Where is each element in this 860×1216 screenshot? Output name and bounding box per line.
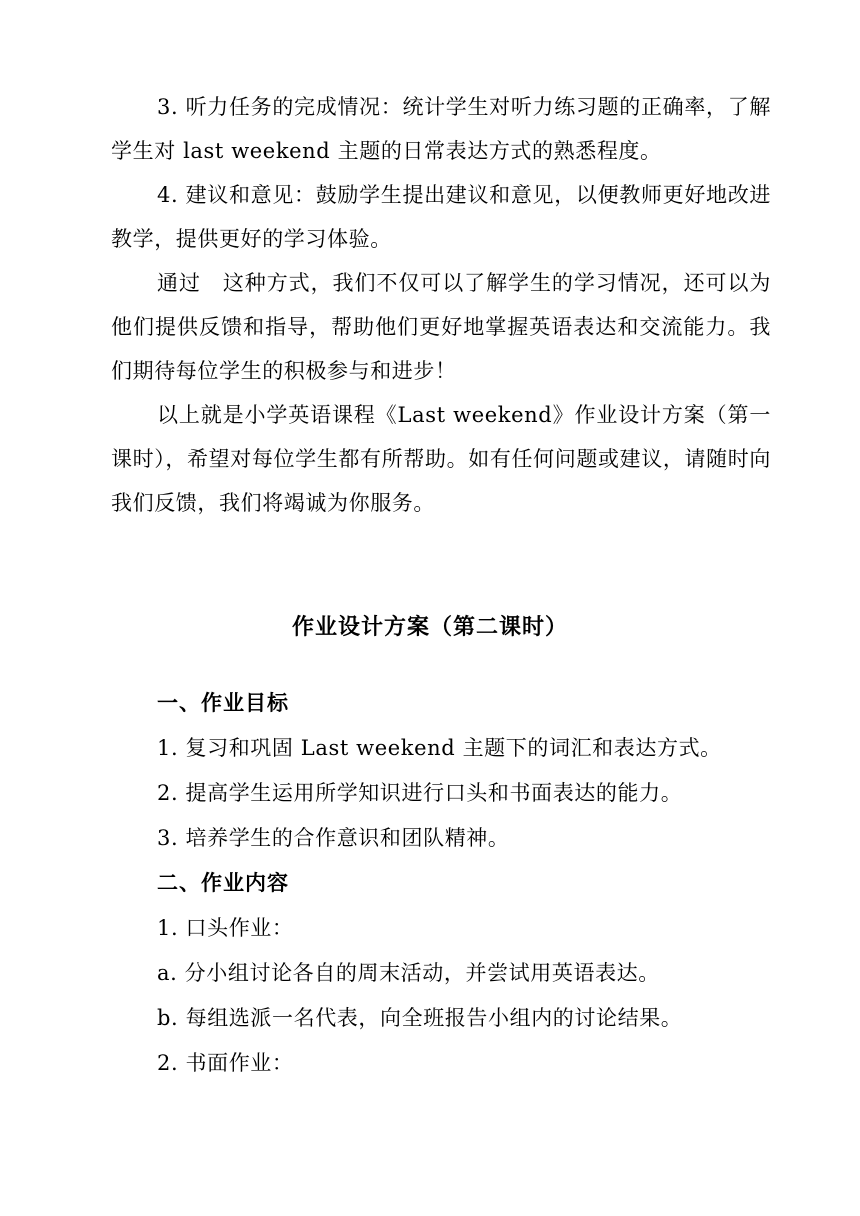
paragraph-suggestions: 4. 建议和意见：鼓励学生提出建议和意见，以便教师更好地改进教学，提供更好的学习体验。 (111, 183, 771, 251)
section-title: 作业设计方案（第二课时） (291, 615, 568, 640)
paragraph-feedback: 通过 这种方式，我们不仅可以了解学生的学习情况，还可以为他们提供反馈和指导，帮助他们更好地掌握英语表达和交流能力。我们期待每位学生的积极参与和进步！ (111, 271, 771, 383)
goal-item: 2. 提高学生运用所学知识进行口头和书面表达的能力。 (157, 781, 683, 805)
goals-heading: 一、作业目标 (157, 691, 289, 715)
content-item: b. 每组选派一名代表，向全班报告小组内的讨论结果。 (157, 1006, 683, 1030)
content-item: 2. 书面作业： (157, 1051, 294, 1075)
goal-item: 3. 培养学生的合作意识和团队精神。 (157, 826, 510, 850)
content-item: 1. 口头作业： (157, 916, 294, 940)
paragraph-closing: 以上就是小学英语课程《Last weekend》作业设计方案（第一课时），希望对每位学生都有所帮助。如有任何问题或建议，请随时向我们反馈，我们将竭诚为你服务。 (111, 403, 771, 515)
goal-item: 1. 复习和巩固 Last weekend 主题下的词汇和表达方式。 (157, 736, 722, 760)
content-item: a. 分小组讨论各自的周末活动，并尝试用英语表达。 (157, 961, 660, 985)
content-heading: 二、作业内容 (157, 871, 289, 895)
paragraph-listening-stats: 3. 听力任务的完成情况：统计学生对听力练习题的正确率，了解学生对 last weekend 主题的日常表达方式的熟悉程度。 (111, 95, 771, 163)
